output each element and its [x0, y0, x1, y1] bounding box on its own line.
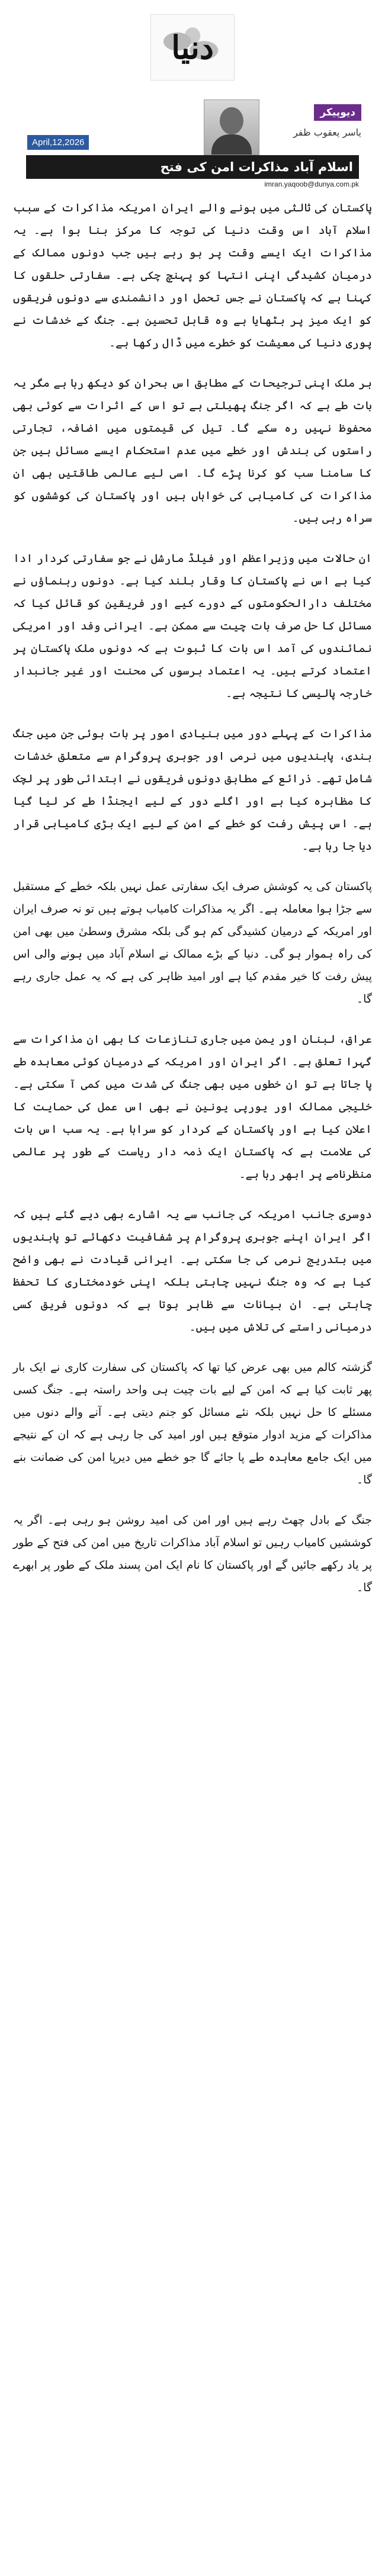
article-paragraph: گزشتہ کالم میں بھی عرض کیا تھا کہ پاکستان کی سفارت کاری نے ایک بار پھر ثابت کیا ہے کہ امن کے لیے بات چیت ہی واحد راستہ ہے۔ جنگ کسی مسئلے کا حل نہیں بلکہ نئے مسائل کو جنم دیتی ہے۔ آنے والے دنوں میں مذاکرات کے مزید ادوار متوقع ہیں اور امید کی جا رہی ہے کہ ان کے نتیجے میں ایک جامع معاہدہ طے پا جائے گا جو خطے میں دیرپا امن کی ضمانت بنے گا۔ [13, 1361, 372, 1486]
columnist-name: یاسر یعقوب ظفر [293, 127, 361, 138]
newspaper-logo[interactable] [150, 14, 235, 81]
publish-date: April,12,2026 [27, 135, 89, 150]
photo-head-shape [220, 107, 243, 134]
column-title: اسلام آباد مذاکرات امن کی فتح [160, 160, 353, 174]
article-body [13, 197, 372, 1599]
article-paragraph: پاکستان کی یہ کوشش صرف ایک سفارتی عمل نہیں بلکہ خطے کے مستقبل سے جڑا ہوا معاملہ ہے۔ اگر یہ مذاکرات کامیاب ہوتے ہیں تو نہ صرف ایران اور امریکہ کے درمیان کشیدگی کم ہو گی بلکہ مشرق وسطیٰ میں بھی امن کی راہ ہموار ہو گی۔ دنیا کے بڑے ممالک نے اسلام آباد میں ہونے والی اس پیش رفت کا خیر مقدم کیا ہے اور امید ظاہر کی ہے کہ یہ عمل جاری رہے گا۔ [13, 880, 372, 1006]
columnist-photo [204, 99, 259, 155]
column-name-badge: دیوپیکر [314, 104, 361, 121]
title-bar [26, 155, 359, 179]
article-paragraph: مذاکرات کے پہلے دور میں بنیادی امور پر بات ہوئی جن میں جنگ بندی، پابندیوں میں نرمی اور جوہری پروگرام سے متعلق خدشات شامل تھے۔ ذرائع کے مطابق دونوں فریقوں نے ابتدائی طور پر لچک کا مظاہرہ کیا ہے اور اگلے دور کے لیے ایجنڈا طے کر لیا گیا ہے۔ اس پیش رفت کو خطے کے امن کے لیے ایک بڑی کامیابی قرار دیا جا رہا ہے۔ [13, 727, 372, 853]
column-header [13, 95, 372, 188]
columnist-email[interactable]: imran.yaqoob@dunya.com.pk [264, 180, 359, 188]
photo-body-shape [211, 134, 252, 155]
article-paragraph: جنگ کے بادل چھٹ رہے ہیں اور امن کی امید روشن ہو رہی ہے۔ اگر یہ کوششیں کامیاب رہیں تو اسلام آباد مذاکرات تاریخ میں امن کی فتح کے طور پر یاد رکھے جائیں گے اور پاکستان کا نام ایک امن پسند ملک کے طور پر ابھرے گا۔ [13, 1514, 372, 1594]
logo-text: دنیا [171, 28, 214, 66]
article-paragraph: دوسری جانب امریکہ کی جانب سے یہ اشارے بھی دیے گئے ہیں کہ اگر ایران اپنے جوہری پروگرام پر شفافیت دکھائے تو پابندیوں میں بتدریج نرمی کی جا سکتی ہے۔ ایرانی قیادت نے بھی واضح کیا ہے کہ وہ جنگ نہیں چاہتی بلکہ اپنی خودمختاری کا تحفظ چاہتی ہے۔ ان بیانات سے ظاہر ہوتا ہے کہ دونوں فریق کسی درمیانی راستے کی تلاش میں ہیں۔ [13, 1208, 372, 1334]
article-paragraph: ہر ملک اپنی ترجیحات کے مطابق اس بحران کو دیکھ رہا ہے مگر یہ بات طے ہے کہ اگر جنگ پھیلتی ہے تو اس کے اثرات سے کوئی بھی محفوظ نہیں رہ سکے گا۔ تیل کی قیمتوں میں اضافہ، تجارتی راستوں کی بندش اور خطے میں عدم استحکام ایسے مسائل ہیں جن کا سامنا سب کو کرنا پڑے گا۔ اسی لیے عالمی طاقتیں بھی ان مذاکرات کی کامیابی کی خواہاں ہیں اور پاکستان کی کوششوں کو سراہ رہی ہیں۔ [13, 377, 372, 525]
columnist-info [262, 104, 361, 138]
article-paragraph: ان حالات میں وزیراعظم اور فیلڈ مارشل نے جو سفارتی کردار ادا کیا ہے اس نے پاکستان کا وقار بلند کیا ہے۔ دونوں رہنماؤں نے مختلف دارالحکومتوں کے دورے کیے اور فریقین کو قائل کیا کہ مسائل کا حل صرف بات چیت سے ممکن ہے۔ ایرانی وفد اور امریکی نمائندوں کی آمد اس بات کا ثبوت ہے کہ دونوں ملک پاکستان پر اعتماد کرتے ہیں۔ یہ اعتماد برسوں کی محنت اور غیر جانبدار خارجہ پالیسی کا نتیجہ ہے۔ [13, 552, 372, 700]
article-paragraph: عراق، لبنان اور یمن میں جاری تنازعات کا بھی ان مذاکرات سے گہرا تعلق ہے۔ اگر ایران اور امریکہ کے درمیان کوئی معاہدہ طے پا جاتا ہے تو ان خطوں میں بھی جنگ کی شدت میں کمی آ سکتی ہے۔ خلیجی ممالک اور یورپی یونین نے بھی اس عمل کی حمایت کا اعلان کیا ہے اور پاکستان کے کردار کو سراہا ہے۔ یہ سب اس بات کی علامت ہے کہ پاکستان ایک ذمہ دار ریاست کے طور پر عالمی منظرنامے پر ابھر رہا ہے۔ [13, 1033, 372, 1181]
masthead [13, 0, 372, 95]
article-paragraph: پاکستان کی ثالثی میں ہونے والے ایران امریکہ مذاکرات کے سبب اسلام آباد اس وقت دنیا کی توجہ کا مرکز بنا ہوا ہے۔ یہ مذاکرات ایک ایسے وقت پر ہو رہے ہیں جب دونوں ممالک کے درمیان کشیدگی اپنی انتہا کو پہنچ چکی ہے۔ سفارتی حلقوں کا کہنا ہے کہ پاکستان نے جس تحمل اور دانشمندی سے دونوں فریقوں کو ایک میز پر بٹھایا ہے وہ قابل تحسین ہے۔ جنگ کے خدشات نے پوری دنیا کی معیشت کو خطرے میں ڈال رکھا ہے۔ [13, 201, 372, 349]
